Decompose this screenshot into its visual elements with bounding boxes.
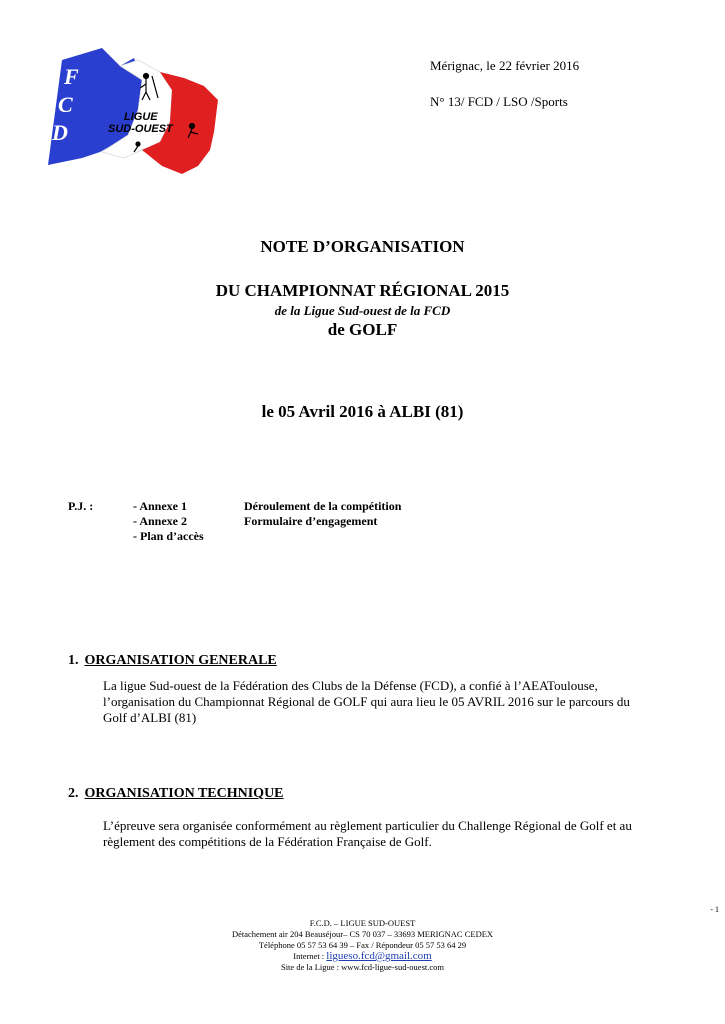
footer-internet-label: Internet : <box>293 951 325 961</box>
fcd-logo <box>42 40 232 180</box>
footer-address: Détachement air 204 Beauséjour– CS 70 037 – 33693 MERIGNAC CEDEX <box>231 929 494 939</box>
attachment-name: - Annexe 2 <box>133 514 187 528</box>
section-paragraph <box>103 678 656 726</box>
attachment-desc: Déroulement de la compétition <box>244 499 402 513</box>
title-sport: de GOLF <box>327 320 398 339</box>
page-number: - 1 <box>710 905 719 914</box>
attachment-desc: Formulaire d’engagement <box>244 514 378 528</box>
paragraph-line: L’épreuve sera organisée conformément au règlement particulier du Challenge Régional de Golf et au <box>103 818 632 833</box>
footer <box>0 918 725 973</box>
footer-phone: Téléphone 05 57 53 64 39 – Fax / Répondeur 05 57 53 64 29 <box>258 940 467 950</box>
title-note: NOTE D’ORGANISATION <box>260 237 465 256</box>
attachment-name: - Annexe 1 <box>133 499 187 513</box>
paragraph-line: Golf d’ALBI (81) <box>103 710 197 725</box>
reference-line: N° 13/ FCD / LSO /Sports <box>430 94 568 109</box>
section-number: 1. <box>68 653 79 668</box>
footer-website: Site de la Ligue : www.fcd-ligue-sud-ouest.com <box>280 962 445 972</box>
logo-letter-f: F <box>64 64 79 89</box>
date-line: Mérignac, le 22 février 2016 <box>430 58 580 73</box>
footer-org: F.C.D. – LIGUE SUD-OUEST <box>309 918 416 928</box>
footer-internet <box>0 951 725 962</box>
paragraph-line: règlement des compétitions de la Fédération Française de Golf. <box>103 834 432 849</box>
attachments-label: P.J. : <box>68 499 94 513</box>
logo-letter-c: C <box>58 92 73 117</box>
section-number: 2. <box>68 786 79 801</box>
section-heading <box>68 786 284 802</box>
section-title: ORGANISATION GENERALE <box>84 653 277 668</box>
paragraph-line: l’organisation du Championnat Régional de GOLF qui aura lieu le 05 AVRIL 2016 sur le parcours du <box>103 694 630 709</box>
attachment-name: - Plan d’accès <box>133 529 204 543</box>
section-heading <box>68 653 277 669</box>
title-championship: DU CHAMPIONNAT RÉGIONAL 2015 <box>215 281 510 300</box>
paragraph-line: La ligue Sud-ouest de la Fédération des Clubs de la Défense (FCD), a confié à l’AEAToulouse, <box>103 678 598 693</box>
title-league: de la Ligue Sud-ouest de la FCD <box>274 303 451 318</box>
logo-letter-d: D <box>52 120 68 145</box>
section-paragraph <box>103 818 656 850</box>
logo-caption-line2: SUD-OUEST <box>108 123 173 135</box>
title-date-place: le 05 Avril 2016 à ALBI (81) <box>261 402 464 421</box>
footer-email-link[interactable]: ligueso.fcd@gmail.com <box>326 950 432 962</box>
section-title: ORGANISATION TECHNIQUE <box>84 786 284 801</box>
logo-caption-line1: LIGUE <box>124 111 158 123</box>
